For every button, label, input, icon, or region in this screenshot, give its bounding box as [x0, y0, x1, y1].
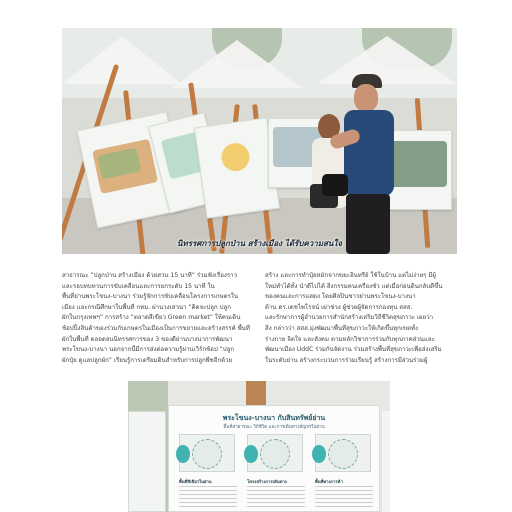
article-line: ผักในกรุงเทพฯ” การสร้าง “ตลาดสีเขียว Green market” ให้คนเดิน	[62, 314, 241, 322]
photo-caption: นิทรรศการปลูกป่าน สร้างเมือง ได้รับความสนใจ	[177, 239, 342, 248]
article-line: พัฒนาเมือง UddC ร่วมกันจัดงาน ร่วมสร้างพื้นที่สุขภาวะเพื่อส่งเสริม	[265, 346, 442, 354]
poster-section-heading: โครงสร้างการเดินทาง	[247, 479, 287, 484]
article-line: ของคนและการแสดง โดยศิลปินชาวย่านพระโขนง-บางนา	[265, 293, 416, 301]
article-line: พื้นที่ย่านพระโขนง-บางนา ร่วมรู้จักการขับเคลื่อนโครงการเกษตรใน	[62, 293, 239, 301]
article-line: ช้อปปิ้งสินค้าของร่วมกับเกษตรในเมืองเป็นการขยายและสร้างสรรค์ พื้นที่	[62, 324, 250, 332]
exhibition-poster	[168, 405, 380, 512]
article-line: ด้าน ดร.เดชไพโรจน์ เผ่าช่วง ผู้ช่วยผู้จัดการกองทุน สสส.	[265, 303, 413, 311]
poster-text-lines	[247, 486, 305, 508]
poster-section-heading: พื้นที่ทางการค้า	[315, 479, 343, 484]
poster-section-heading: พื้นที่สีเขียวในย่าน	[179, 479, 212, 484]
article-line: เมือง และกรณีศึกษาในพื้นที่ กทม. ผ่านวงเสวนา “คิดจะปลูก ปลูก	[62, 303, 231, 311]
article-line: ผักในพื้นที่ ตลอดจนนิทรรศการของ 3 ของดีย่านบางนาการพัฒนา	[62, 335, 233, 343]
exhibition-board	[382, 411, 390, 512]
article-line: สร้าง และการทำปุ๋ยหมักจากขยะอินทรีย์ ใช้ในบ้าน แต่ไม่ง่ายๆ มีผู้	[265, 272, 436, 279]
easel-top	[246, 381, 266, 407]
article-column-left	[62, 271, 252, 366]
article-line: ผักปุ๋ย ดูแลปลูกผัก” เรียนรู้การเตรียมดินสำหรับการปลูกพืชอีกด้วย	[62, 356, 233, 364]
article-line: ในระดับย่าน สร้างกระบวนการร่วมเรียนรู้ สร้างการมีส่วนร่วมผู้	[265, 356, 428, 364]
article-line: ร่างกาย จิตใจ และสังคม ตามหลักวิชาการร่วมกับทุกภาคส่วนและ	[265, 335, 435, 343]
visitor-man	[330, 74, 410, 254]
poster-title: พระโขนง-บางนา กับสินทรัพย์ย่าน	[222, 414, 326, 422]
article-column-right	[265, 271, 455, 366]
poster-text-lines	[315, 486, 373, 508]
article-line: สิ่ง กล่าวว่า สสส.มุ่งพัฒนาพื้นที่สุขภาวะให้เกิดขึ้นทุกเขตทั้ง	[265, 324, 419, 332]
exhibition-photo	[62, 28, 457, 254]
article-line: และรอบทบทวนการขับเคลื่อนและการยกระดับ 15 นาที ใน	[62, 282, 215, 290]
poster-subtitle: พื้นที่สาธารณะ วิถีชีวิต และการเดินทางสัญจรในย่าน	[223, 425, 325, 430]
board-map	[220, 141, 252, 173]
poster-map	[315, 434, 371, 472]
article-line: และรักษาการผู้อำนวยการสำนักสร้างเสริมวิถีชีวิตสุขภาวะ เผยว่า	[265, 314, 434, 322]
article-line: ใหม่ทำได้ทั้ง นำดีไปได้ สิ่งกรรมคนเครื่องชั่ว แต่เมื่อก่อนดินกลับดีขึ้น	[265, 282, 443, 290]
poster-text-lines	[179, 486, 237, 508]
poster-map	[179, 434, 235, 472]
article-line: สาธารณะ “ปลูกป่าน สร้างเมือง ด้วยสวน 15 นาที” ร่วมฟังเรื่องราว	[62, 272, 238, 279]
article-line: พระโขนง-บางนา นอกจากนี้มีการส่งต่อความรู้ผ่านเวิร์กช้อป “ปลูก	[62, 346, 235, 354]
poster-map	[247, 434, 303, 472]
poster-photo	[128, 381, 390, 512]
exhibition-board	[128, 411, 166, 512]
